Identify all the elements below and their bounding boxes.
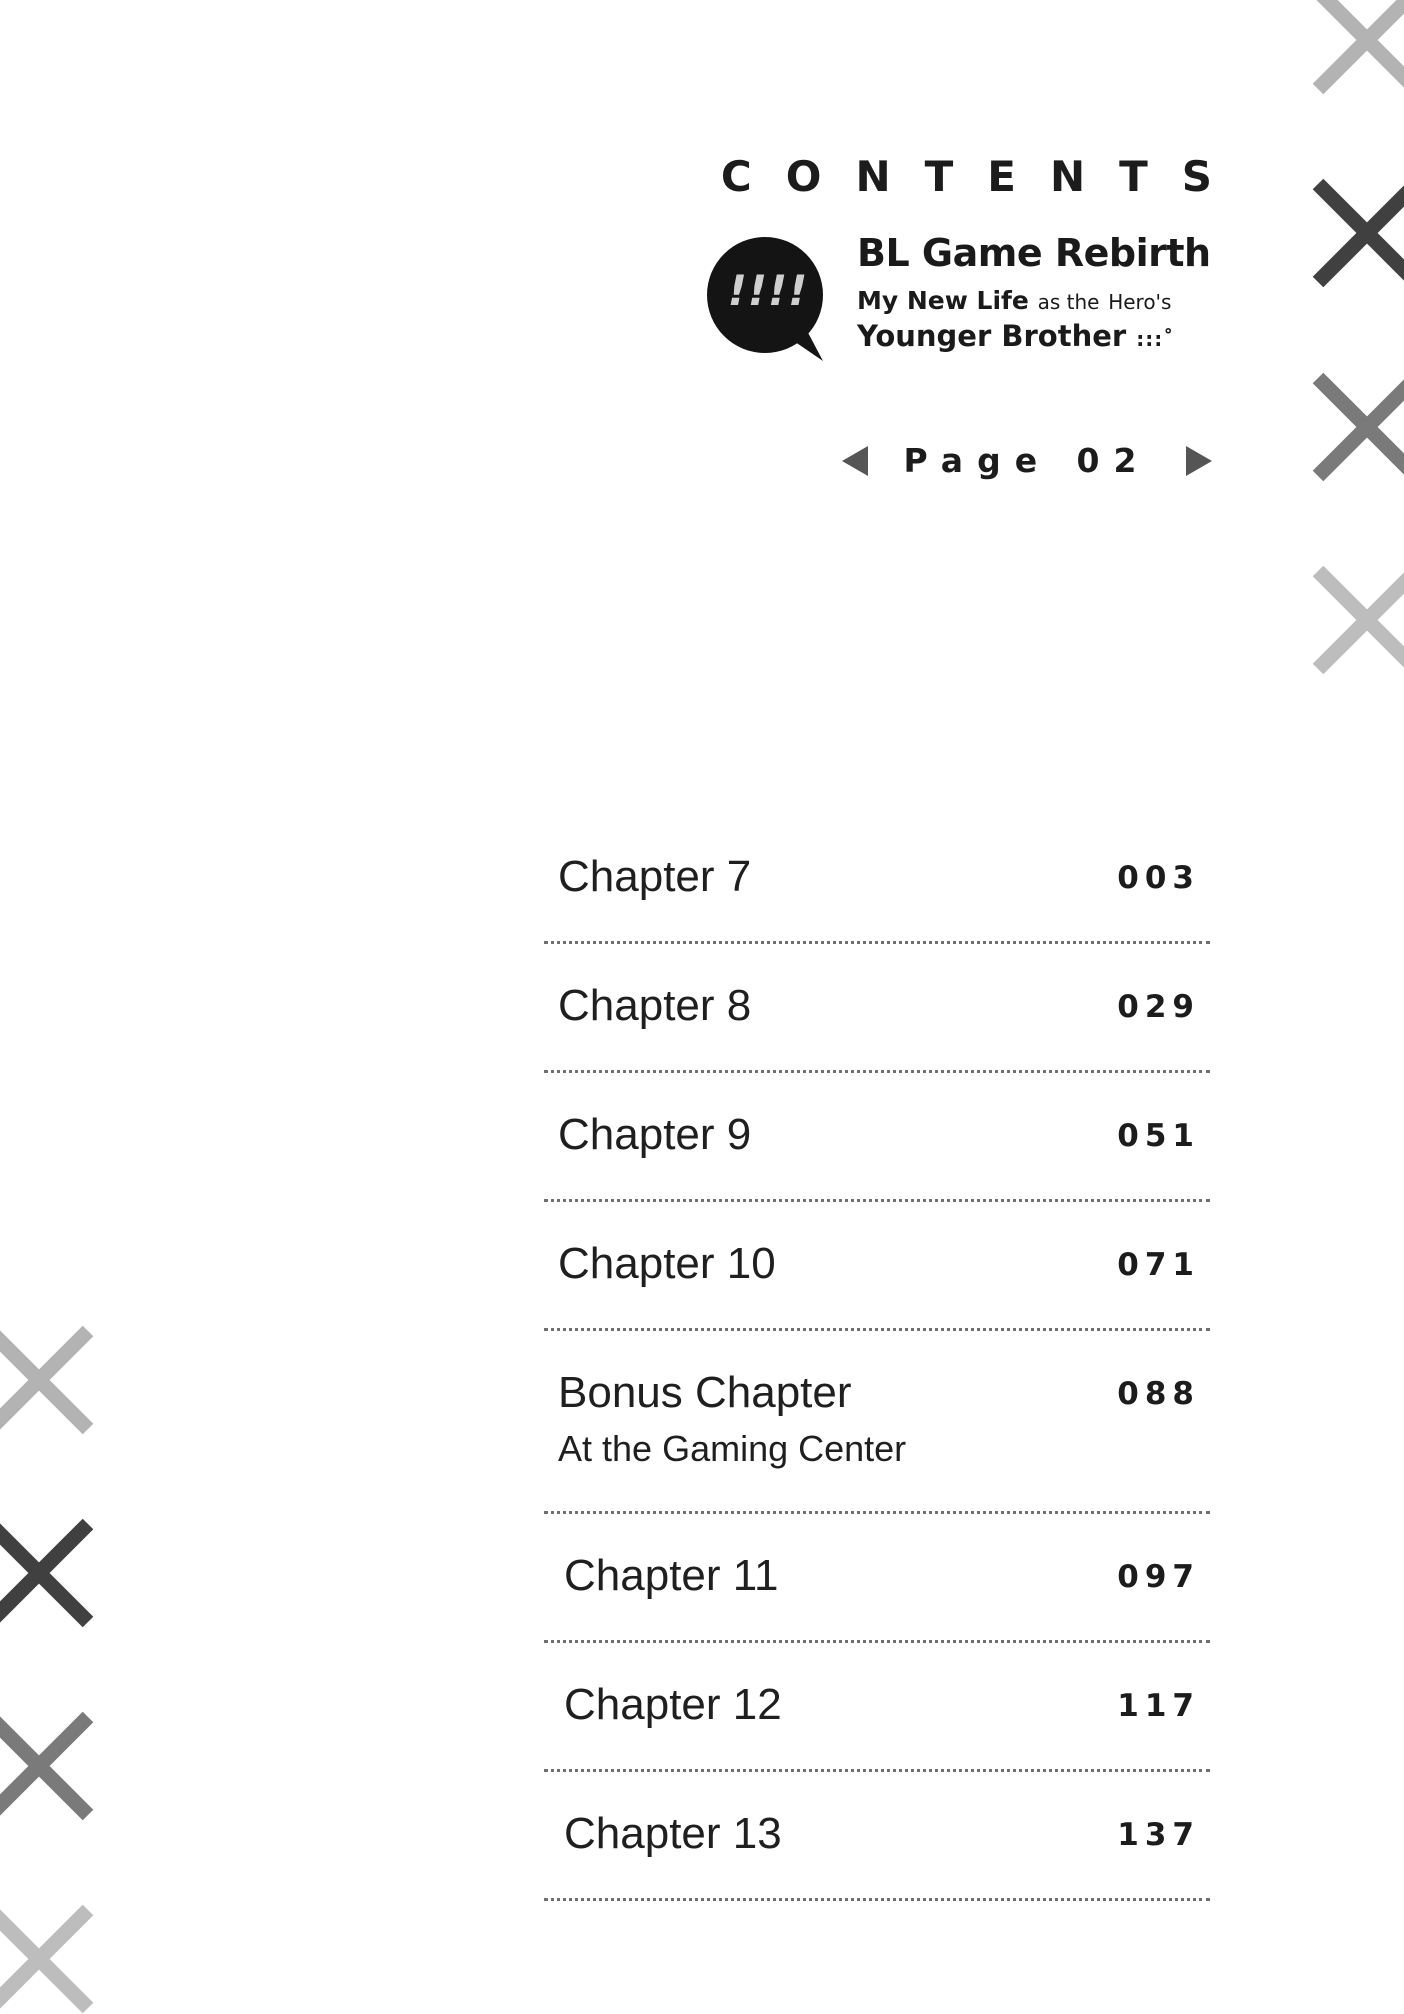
toc-entry-title: Bonus Chapter: [558, 1368, 852, 1417]
left-triangle-icon[interactable]: [842, 446, 868, 476]
toc-entry-title: Chapter 7: [558, 852, 752, 901]
toc-entry-subtitle: At the Gaming Center: [558, 1428, 907, 1469]
toc-entry-title: Chapter 12: [564, 1680, 782, 1729]
series-logo: [705, 230, 1215, 360]
toc-entry[interactable]: [544, 1202, 1210, 1331]
cross-x-icon: [1312, 372, 1404, 482]
toc-entry-title: Chapter 11: [564, 1551, 779, 1600]
toc-entry-title: Chapter 9: [558, 1110, 752, 1159]
cross-x-icon: [0, 1711, 94, 1821]
toc-entry[interactable]: [544, 815, 1210, 944]
table-of-contents: [544, 815, 1210, 1901]
bubble-exclamation-marks: !!!!: [727, 266, 809, 315]
toc-entry-title: Chapter 8: [558, 981, 752, 1030]
cross-x-icon: [0, 1325, 94, 1435]
logo-title-line3: Younger Brother :::˚: [857, 319, 1175, 353]
toc-entry-page: 071: [1117, 1247, 1200, 1283]
toc-entry-page: 003: [1117, 860, 1200, 896]
cross-x-icon: [1312, 0, 1404, 95]
logo-title-line1: BL Game Rebirth: [857, 231, 1211, 275]
toc-entry[interactable]: [544, 1643, 1210, 1772]
toc-entry-page: 051: [1117, 1118, 1200, 1154]
right-triangle-icon[interactable]: [1186, 446, 1212, 476]
toc-entry[interactable]: [544, 944, 1210, 1073]
toc-entry[interactable]: [544, 1514, 1210, 1643]
cross-x-icon: [0, 1904, 94, 2014]
page-title: CONTENTS: [720, 152, 1246, 201]
toc-entry[interactable]: [544, 1073, 1210, 1202]
toc-entry-title: Chapter 13: [564, 1809, 782, 1858]
toc-entry-page: 097: [1117, 1559, 1200, 1595]
toc-entry[interactable]: [544, 1772, 1210, 1901]
toc-entry-page: 029: [1117, 989, 1200, 1025]
cross-x-icon: [1312, 565, 1404, 675]
cross-x-icon: [0, 1518, 94, 1628]
toc-entry[interactable]: [544, 1331, 1210, 1514]
toc-entry-page: 137: [1117, 1817, 1200, 1853]
page-navigator: [842, 438, 1212, 484]
toc-entry-title: Chapter 10: [558, 1239, 776, 1288]
toc-entry-page: 117: [1117, 1688, 1200, 1724]
cross-x-icon: [1312, 178, 1404, 288]
toc-entry-page: 088: [1117, 1376, 1200, 1412]
page-indicator: Page 02: [903, 441, 1151, 480]
logo-title-line2: My New Life as the Hero's: [857, 286, 1172, 315]
